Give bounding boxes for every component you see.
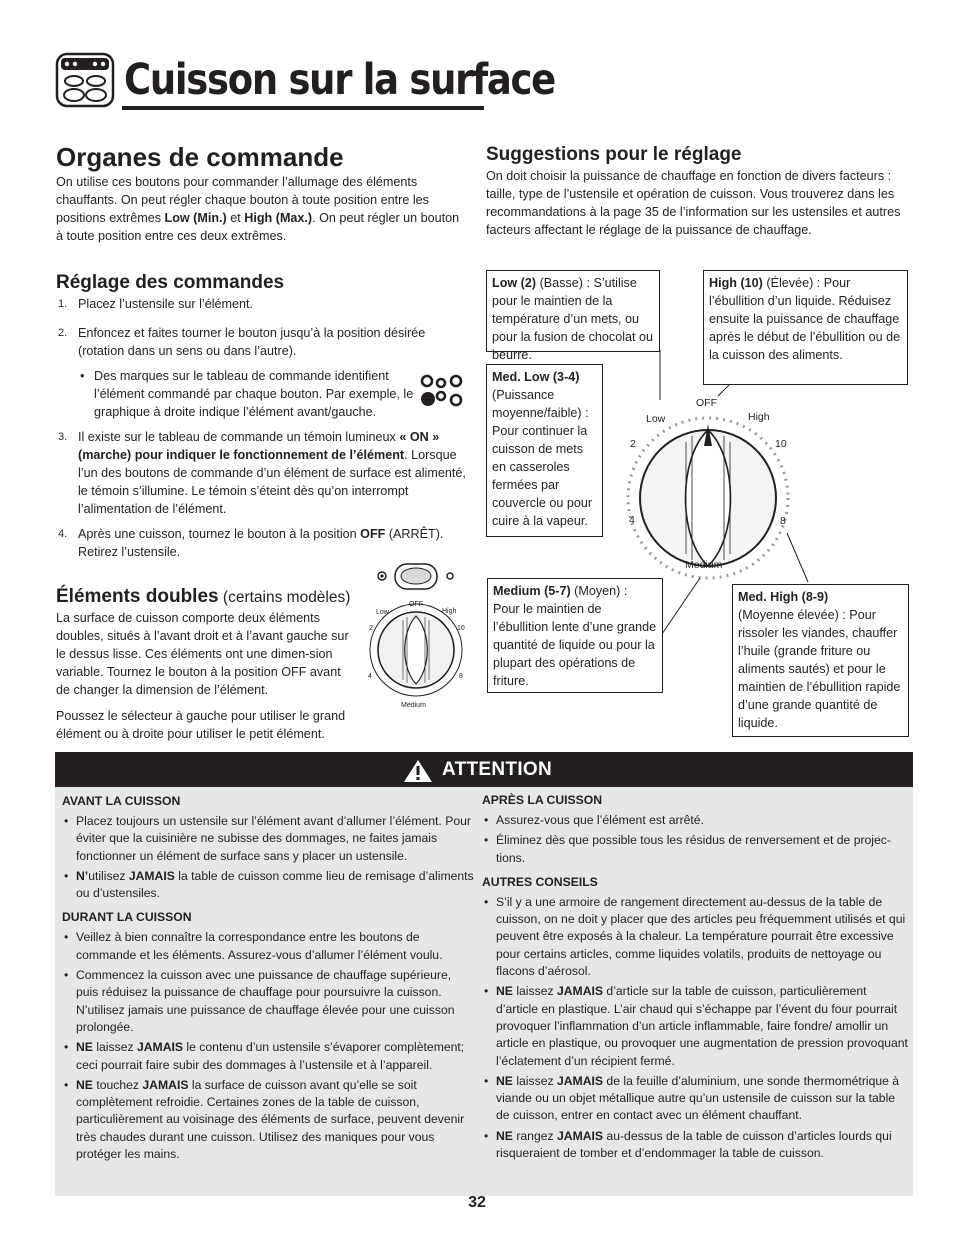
- svg-text:High: High: [442, 608, 457, 615]
- svg-text:OFF: OFF: [409, 601, 423, 608]
- attention-heading-other: AUTRES CONSEILS: [482, 874, 598, 889]
- section-heading-setting: Réglage des commandes: [56, 272, 285, 293]
- section-heading-suggestions: Suggestions pour le réglage: [486, 144, 742, 165]
- step-bullet: • Des marques sur le tableau de commande identifient l’élément commandé par chaque bouton. Par exemple, le graphique à droite indique l’élément avant/gauche.: [78, 367, 420, 421]
- svg-text:Low: Low: [376, 609, 389, 616]
- knob-label-off: OFF: [696, 397, 717, 409]
- section-heading-controls: Organes de commande: [56, 142, 344, 172]
- knob-label-high: High: [748, 411, 770, 423]
- knob-label-8: 8: [780, 515, 786, 527]
- attention-bullet: • Placez toujours un ustensile sur l’élément avant d’allumer l’élément. Pour éviter que la cuisinière ne subisse des dommages, ne faites jamais fonctionner un élément de surface sans y placer un ustensile.: [62, 813, 476, 865]
- attention-bullet: • Commencez la cuisson avec une puissance de chauffage supérieure, puis réduisez la puissance de chauffage pour poursuivre la cuisson. N’utilisez jamais une puissance de chauffage élevée pour une cuisson prolongée.: [62, 967, 476, 1036]
- attention-heading-during: DURANT LA CUISSON: [62, 910, 192, 925]
- dual-paragraph-1: La surface de cuisson comporte deux éléments doubles, situés à l’avant droit et à l’avant gauche sur le dessus lisse. Ces éléments ont une dimen-sion variable. Tournez le bouton à la position OFF avant de changer la dimension de l’élément.: [56, 611, 349, 697]
- attention-bullet: • NE touchez JAMAIS la surface de cuisson avant qu’elle se soit complètement refroidie. Certaines zones de la table de cuisson, particulièrement au voisinage des éléments de surface, peuvent devenir très chaudes durant une cuisson. Utilisez des maniques pour vous protéger les mains.: [62, 1077, 476, 1163]
- step-item: 4. Après une cuisson, tournez le bouton à la position OFF (ARRÊT). Retirez l’ustensile.: [58, 527, 444, 559]
- attention-heading-before: AVANT LA CUISSON: [62, 794, 181, 808]
- knob-label-2: 2: [630, 438, 636, 450]
- attention-left-column: [62, 793, 476, 1166]
- svg-text:10: 10: [457, 625, 465, 632]
- knob-label-4: 4: [629, 514, 635, 526]
- knob-label-medium: Medium: [685, 559, 723, 571]
- attention-bullet: • N’utilisez JAMAIS la table de cuisson comme lieu de remisage d’aliments ou d’ustensiles.: [62, 868, 476, 903]
- callout-medium: Medium (5-7) (Moyen) : Pour le maintien de l’ébullition lente d’une grande quantité de liquide ou pour la plupart des opérations de friture.: [487, 578, 663, 693]
- element-position-indicator-icon: [419, 373, 465, 409]
- step-item: 1. Placez l’ustensile sur l’élément.: [58, 297, 253, 311]
- callout-medlow: Med. Low (3-4) (Puissance moyenne/faible) : Pour continuer la cuisson de mets en casseroles fermées par couvercle ou pour cuire à la vapeur.: [486, 364, 603, 537]
- attention-bullet: • Assurez-vous que l’élément est arrêté.: [482, 812, 910, 829]
- attention-bullet: • Veillez à bien connaître la correspondance entre les boutons de commande et les éléments. Assurez-vous d’allumer l’élément voulu.: [62, 929, 476, 964]
- cooktop-icon: [55, 52, 115, 108]
- step-item: 2. Enfoncez et faites tourner le bouton jusqu’à la position désirée (rotation dans un sens ou dans l’autre). • Des marques sur le tableau de commande identifient l’élément commandé par chaque bouton. Par exemple, le graphique à droite indique l’élément avant/gauche.: [56, 324, 468, 421]
- svg-text:Medium: Medium: [401, 702, 426, 709]
- attention-bullet: • NE laissez JAMAIS d’article sur la table de cuisson, particulièrement d’article en plastique. L’air chaud qui s’échappe par l’évent du four pourrait provoquer l’inflammation d’un article inflammable, faire fondre/ amollir un article en plastique, ou provoquer une augmentation de pression provoquant l’éclatement d’un récipient fermé.: [482, 983, 910, 1069]
- section-heading-dual: Éléments doubles (certains modèles): [56, 586, 351, 607]
- callout-medhigh: Med. High (8-9) (Moyenne élevée) : Pour rissoler les viandes, chauffer l’huile (grande friture ou aliments sautés) et pour le maintien de l’ébullition rapide d’une grande quantité de liquide.: [732, 584, 909, 737]
- svg-text:2: 2: [369, 625, 373, 632]
- svg-text:8: 8: [459, 673, 463, 680]
- knob-label-low: Low: [646, 413, 666, 425]
- dual-paragraph-2: Poussez le sélecteur à gauche pour utiliser le grand élément ou à droite pour utiliser le petit élément.: [56, 709, 346, 741]
- leader-line-medlow: [600, 462, 640, 502]
- page-number: 32: [468, 1194, 486, 1211]
- leader-line-medium: [660, 578, 710, 638]
- attention-bullet: • NE laissez JAMAIS de la feuille d’aluminium, une sonde thermométrique à viande ou un objet métallique autre qu’un ustensile de cuisson sur la table de cuisson, entrer en contact avec un élément chauffant.: [482, 1073, 910, 1125]
- attention-heading-after: APRÈS LA CUISSON: [482, 793, 603, 807]
- step-item: 3. Il existe sur le tableau de commande un témoin lumineux « ON » (marche) pour indiquer le fonctionnement de l’élément. Lorsque l’un des boutons de commande d’un élément de surface est alimenté, le témoin s’illumine. Le témoin s’éteint dès qu’on interrompt l’alimentation de l’élément.: [58, 430, 466, 516]
- attention-label: ATTENTION: [442, 759, 553, 780]
- suggestions-paragraph: On doit choisir la puissance de chauffage en fonction de divers facteurs : taille, type de l’ustensile et opération de cuisson. Vous trouverez dans les recommandations à la page 35 de l’information sur les ustensiles et autres facteurs affectant le réglage de la puissance de chauffage.: [486, 169, 901, 237]
- knob-label-10: 10: [775, 438, 787, 450]
- svg-text:4: 4: [368, 673, 372, 680]
- callout-low: Low (2) (Basse) : S’utilise pour le maintien de la température d’un mets, ou pour la fusion de chocolat ou beurre.: [486, 270, 660, 352]
- attention-bullet: • NE laissez JAMAIS le contenu d’un ustensile s’évaporer complètement; ceci pourrait faire subir des dommages à l’ustensile et à l’appareil.: [62, 1039, 476, 1074]
- setting-steps: [56, 295, 468, 568]
- attention-bullet: • S’il y a une armoire de rangement directement au-dessus de la table de cuisson, on ne doit y placer que des articles peu fréquemment utilisés et qui peuvent être exposés à la chaleur. La température pourrait être excessive pour certains articles, comme liquides volatils, produits de nettoyage ou flacons d’aérosol.: [482, 894, 910, 980]
- attention-bullet: • NE rangez JAMAIS au-dessus de la table de cuisson d’articles lourds qui risqueraient de tomber et d’endommager la table de cuisson.: [482, 1128, 910, 1163]
- callout-high: High (10) (Élevée) : Pour l’ébullition d’un liquide. Réduisez ensuite la puissance de chauffage après le début de l’ébullition ou de la cuisson des aliments.: [703, 270, 908, 385]
- title-rule: [122, 106, 484, 110]
- controls-intro: On utilise ces boutons pour commander l’allumage des éléments chauffants. On peut régler chaque bouton à toute position entre les positions extrêmes Low (Min.) et High (Max.). On peut régler un bouton à toute position entre ces deux extrêmes.: [56, 175, 460, 243]
- page-title: Cuisson sur la surface: [124, 55, 555, 105]
- attention-bullet: • Éliminez dès que possible tous les résidus de renversement et de projec-tions.: [482, 832, 910, 867]
- attention-right-column: [482, 792, 910, 1165]
- warning-triangle-icon: [403, 759, 433, 783]
- dual-element-knob-illustration: [363, 560, 471, 712]
